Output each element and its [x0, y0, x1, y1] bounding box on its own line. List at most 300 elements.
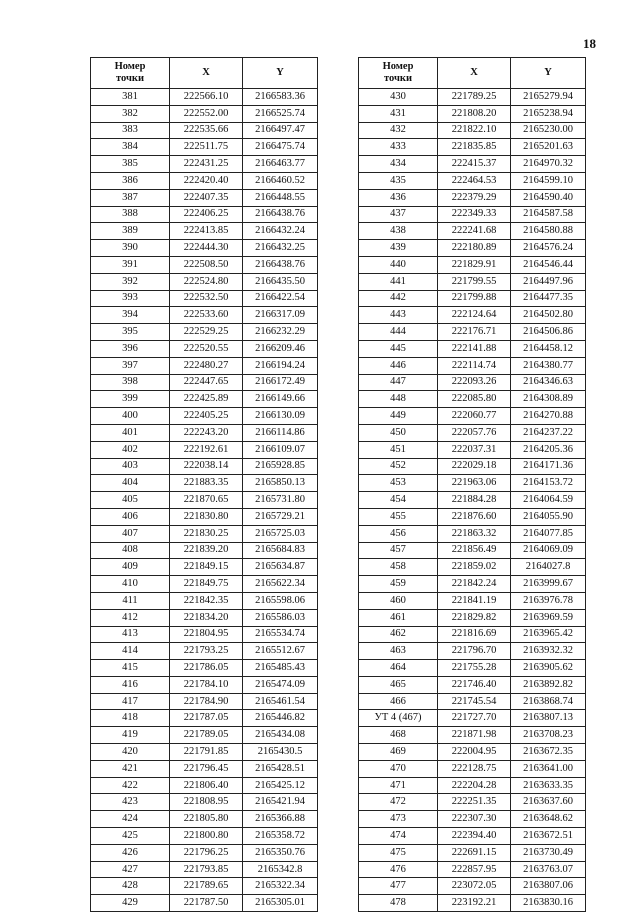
- cell-x: 221800.80: [170, 828, 243, 845]
- cell-x: 221805.80: [170, 811, 243, 828]
- cell-x: 221856.49: [438, 542, 511, 559]
- cell-x: 222420.40: [170, 172, 243, 189]
- cell-x: 221839.20: [170, 542, 243, 559]
- cell-y: 2164205.36: [511, 441, 586, 458]
- cell-point-number: 433: [359, 139, 438, 156]
- cell-y: 2163969.59: [511, 609, 586, 626]
- cell-x: 222552.00: [170, 105, 243, 122]
- table-row: [359, 240, 586, 257]
- cell-point-number: 396: [91, 340, 170, 357]
- cell-point-number: 427: [91, 861, 170, 878]
- table-row: [359, 626, 586, 643]
- cell-x: 221789.05: [170, 727, 243, 744]
- cell-x: 222180.89: [438, 240, 511, 257]
- cell-y: 2165434.08: [243, 727, 318, 744]
- cell-y: 2164502.80: [511, 307, 586, 324]
- cell-y: 2163672.35: [511, 744, 586, 761]
- header-point-line: точки: [383, 73, 413, 84]
- cell-point-number: 414: [91, 643, 170, 660]
- cell-x: 222425.89: [170, 391, 243, 408]
- cell-x: 222093.26: [438, 374, 511, 391]
- cell-x: 221870.65: [170, 492, 243, 509]
- page-number: 18: [583, 36, 596, 51]
- table-row: [91, 609, 318, 626]
- cell-x: 221863.32: [438, 525, 511, 542]
- cell-point-number: 432: [359, 122, 438, 139]
- cell-x: 221755.28: [438, 660, 511, 677]
- cell-y: 2164576.24: [511, 240, 586, 257]
- cell-point-number: 417: [91, 693, 170, 710]
- cell-y: 2165474.09: [243, 676, 318, 693]
- cell-point-number: 404: [91, 475, 170, 492]
- header-y: Y: [511, 58, 586, 89]
- cell-point-number: 395: [91, 324, 170, 341]
- cell-x: 221786.05: [170, 660, 243, 677]
- cell-x: 222192.61: [170, 441, 243, 458]
- cell-x: 222405.25: [170, 408, 243, 425]
- cell-y: 2166475.74: [243, 139, 318, 156]
- table-row: [91, 861, 318, 878]
- cell-point-number: 452: [359, 458, 438, 475]
- header-y: Y: [243, 58, 318, 89]
- cell-point-number: 449: [359, 408, 438, 425]
- cell-point-number: 436: [359, 189, 438, 206]
- table-row: [91, 391, 318, 408]
- cell-point-number: 405: [91, 492, 170, 509]
- table-row: [91, 290, 318, 307]
- cell-x: 221808.95: [170, 794, 243, 811]
- table-row: [91, 660, 318, 677]
- cell-y: 2165446.82: [243, 710, 318, 727]
- cell-y: 2165350.76: [243, 844, 318, 861]
- coordinates-table-left: [90, 57, 318, 912]
- cell-point-number: 400: [91, 408, 170, 425]
- table-row: [91, 643, 318, 660]
- cell-x: 222251.35: [438, 794, 511, 811]
- table-row: [359, 139, 586, 156]
- table-row: [91, 240, 318, 257]
- cell-y: 2165622.34: [243, 576, 318, 593]
- cell-y: 2166460.52: [243, 172, 318, 189]
- cell-point-number: 478: [359, 895, 438, 912]
- table-row: [359, 340, 586, 357]
- cell-point-number: 420: [91, 744, 170, 761]
- table-row: [359, 324, 586, 341]
- cell-y: 2163730.49: [511, 844, 586, 861]
- cell-x: 221876.60: [438, 508, 511, 525]
- cell-point-number: 468: [359, 727, 438, 744]
- cell-point-number: 382: [91, 105, 170, 122]
- table-row: [359, 777, 586, 794]
- cell-x: 222406.25: [170, 206, 243, 223]
- table-row: [91, 576, 318, 593]
- cell-x: 221884.28: [438, 492, 511, 509]
- cell-y: 2164237.22: [511, 424, 586, 441]
- cell-y: 2165201.63: [511, 139, 586, 156]
- cell-x: 221804.95: [170, 626, 243, 643]
- cell-point-number: 463: [359, 643, 438, 660]
- cell-x: 221787.05: [170, 710, 243, 727]
- cell-point-number: 384: [91, 139, 170, 156]
- cell-x: 222508.50: [170, 256, 243, 273]
- cell-x: 221849.75: [170, 576, 243, 593]
- table-header-row: [91, 58, 318, 89]
- table-row: [91, 693, 318, 710]
- cell-point-number: 451: [359, 441, 438, 458]
- cell-y: 2166109.07: [243, 441, 318, 458]
- table-row: [359, 811, 586, 828]
- table-row: [359, 760, 586, 777]
- cell-y: 2165586.03: [243, 609, 318, 626]
- table-row: [359, 206, 586, 223]
- cell-y: 2163892.82: [511, 676, 586, 693]
- cell-point-number: 385: [91, 156, 170, 173]
- table-row: [91, 710, 318, 727]
- table-row: [359, 374, 586, 391]
- cell-y: 2164055.90: [511, 508, 586, 525]
- cell-x: 221796.70: [438, 643, 511, 660]
- cell-point-number: 419: [91, 727, 170, 744]
- cell-y: 2164027.8: [511, 559, 586, 576]
- cell-point-number: 439: [359, 240, 438, 257]
- cell-point-number: 413: [91, 626, 170, 643]
- cell-x: 222004.95: [438, 744, 511, 761]
- table-row: [91, 525, 318, 542]
- cell-x: 221789.25: [438, 89, 511, 106]
- cell-x: 222243.20: [170, 424, 243, 441]
- cell-point-number: 460: [359, 592, 438, 609]
- cell-point-number: 387: [91, 189, 170, 206]
- cell-point-number: 390: [91, 240, 170, 257]
- cell-point-number: 474: [359, 828, 438, 845]
- cell-y: 2165230.00: [511, 122, 586, 139]
- cell-y: 2164580.88: [511, 223, 586, 240]
- table-row: [359, 156, 586, 173]
- cell-point-number: 415: [91, 660, 170, 677]
- cell-x: 222520.55: [170, 340, 243, 357]
- cell-point-number: 397: [91, 357, 170, 374]
- cell-point-number: 447: [359, 374, 438, 391]
- cell-point-number: 457: [359, 542, 438, 559]
- cell-y: 2163976.78: [511, 592, 586, 609]
- cell-y: 2164270.88: [511, 408, 586, 425]
- cell-y: 2163672.51: [511, 828, 586, 845]
- cell-x: 221816.69: [438, 626, 511, 643]
- cell-point-number: 408: [91, 542, 170, 559]
- table-row: [359, 475, 586, 492]
- cell-x: 223072.05: [438, 878, 511, 895]
- cell-y: 2165534.74: [243, 626, 318, 643]
- cell-point-number: 383: [91, 122, 170, 139]
- cell-y: 2165358.72: [243, 828, 318, 845]
- cell-y: 2163633.35: [511, 777, 586, 794]
- cell-y: 2164587.58: [511, 206, 586, 223]
- table-row: [359, 441, 586, 458]
- table-row: [359, 576, 586, 593]
- table-row: [359, 559, 586, 576]
- cell-y: 2164458.12: [511, 340, 586, 357]
- cell-x: 222176.71: [438, 324, 511, 341]
- cell-y: 2165485.43: [243, 660, 318, 677]
- cell-point-number: 471: [359, 777, 438, 794]
- table-row: [91, 189, 318, 206]
- cell-x: 221842.35: [170, 592, 243, 609]
- cell-x: 221883.35: [170, 475, 243, 492]
- cell-point-number: 454: [359, 492, 438, 509]
- cell-y: 2164153.72: [511, 475, 586, 492]
- cell-x: 221746.40: [438, 676, 511, 693]
- cell-point-number: 456: [359, 525, 438, 542]
- table-row: [91, 458, 318, 475]
- cell-point-number: УТ 4 (467): [359, 710, 438, 727]
- cell-x: 222379.29: [438, 189, 511, 206]
- cell-x: 222060.77: [438, 408, 511, 425]
- table-row: [91, 794, 318, 811]
- cell-point-number: 445: [359, 340, 438, 357]
- cell-x: 222535.66: [170, 122, 243, 139]
- table-row: [359, 609, 586, 626]
- cell-point-number: 434: [359, 156, 438, 173]
- cell-point-number: 394: [91, 307, 170, 324]
- cell-y: 2163637.60: [511, 794, 586, 811]
- cell-x: 221841.19: [438, 592, 511, 609]
- cell-point-number: 444: [359, 324, 438, 341]
- cell-x: 222413.85: [170, 223, 243, 240]
- cell-point-number: 469: [359, 744, 438, 761]
- cell-y: 2166232.29: [243, 324, 318, 341]
- cell-y: 2166194.24: [243, 357, 318, 374]
- cell-point-number: 403: [91, 458, 170, 475]
- cell-point-number: 392: [91, 273, 170, 290]
- header-x: X: [438, 58, 511, 89]
- table-row: [359, 391, 586, 408]
- cell-point-number: 389: [91, 223, 170, 240]
- table-row: [91, 324, 318, 341]
- cell-x: 221793.85: [170, 861, 243, 878]
- cell-point-number: 465: [359, 676, 438, 693]
- table-row: [359, 660, 586, 677]
- cell-y: 2166172.49: [243, 374, 318, 391]
- table-row: [91, 878, 318, 895]
- table-row: [91, 307, 318, 324]
- table-row: [91, 676, 318, 693]
- cell-point-number: 391: [91, 256, 170, 273]
- coordinates-table-right: [358, 57, 586, 912]
- cell-y: 2163807.06: [511, 878, 586, 895]
- table-row: [91, 895, 318, 912]
- cell-point-number: 402: [91, 441, 170, 458]
- table-row: [91, 744, 318, 761]
- cell-y: 2166435.50: [243, 273, 318, 290]
- cell-point-number: 441: [359, 273, 438, 290]
- cell-y: 2165428.51: [243, 760, 318, 777]
- cell-x: 221830.80: [170, 508, 243, 525]
- cell-y: 2165928.85: [243, 458, 318, 475]
- cell-point-number: 477: [359, 878, 438, 895]
- cell-y: 2165634.87: [243, 559, 318, 576]
- table-row: [359, 508, 586, 525]
- table-row: [359, 744, 586, 761]
- cell-y: 2163965.42: [511, 626, 586, 643]
- table-row: [359, 676, 586, 693]
- cell-point-number: 437: [359, 206, 438, 223]
- table-row: [359, 458, 586, 475]
- table-row: [91, 340, 318, 357]
- cell-point-number: 426: [91, 844, 170, 861]
- table-row: [91, 172, 318, 189]
- cell-x: 221727.70: [438, 710, 511, 727]
- cell-point-number: 381: [91, 89, 170, 106]
- table-row: [359, 122, 586, 139]
- cell-y: 2164970.32: [511, 156, 586, 173]
- cell-y: 2165850.13: [243, 475, 318, 492]
- table-row: [359, 492, 586, 509]
- table-row: [91, 424, 318, 441]
- header-point-line: точки: [115, 73, 145, 84]
- table-row: [359, 643, 586, 660]
- cell-y: 2163830.16: [511, 895, 586, 912]
- cell-x: 222533.60: [170, 307, 243, 324]
- cell-y: 2164497.96: [511, 273, 586, 290]
- cell-point-number: 416: [91, 676, 170, 693]
- cell-point-number: 406: [91, 508, 170, 525]
- table-row: [359, 525, 586, 542]
- table-row: [359, 408, 586, 425]
- cell-y: 2166209.46: [243, 340, 318, 357]
- cell-x: 221799.88: [438, 290, 511, 307]
- table-row: [91, 105, 318, 122]
- cell-point-number: 386: [91, 172, 170, 189]
- table-row: [359, 828, 586, 845]
- cell-y: 2163763.07: [511, 861, 586, 878]
- cell-y: 2165322.34: [243, 878, 318, 895]
- header-point-line: Номер: [114, 61, 146, 72]
- cell-y: 2165731.80: [243, 492, 318, 509]
- cell-y: 2164546.44: [511, 256, 586, 273]
- cell-y: 2164346.63: [511, 374, 586, 391]
- cell-x: 222524.80: [170, 273, 243, 290]
- cell-x: 221789.65: [170, 878, 243, 895]
- cell-x: 221835.85: [438, 139, 511, 156]
- cell-point-number: 462: [359, 626, 438, 643]
- header-x: X: [170, 58, 243, 89]
- header-point-number: [91, 58, 170, 89]
- cell-y: 2163932.32: [511, 643, 586, 660]
- cell-x: 221796.45: [170, 760, 243, 777]
- table-row: [91, 441, 318, 458]
- cell-point-number: 425: [91, 828, 170, 845]
- cell-y: 2165725.03: [243, 525, 318, 542]
- table-row: [91, 206, 318, 223]
- cell-point-number: 407: [91, 525, 170, 542]
- cell-point-number: 398: [91, 374, 170, 391]
- cell-y: 2166149.66: [243, 391, 318, 408]
- cell-x: 221791.85: [170, 744, 243, 761]
- header-point-number: [359, 58, 438, 89]
- cell-y: 2166114.86: [243, 424, 318, 441]
- table-row: [359, 794, 586, 811]
- cell-x: 222204.28: [438, 777, 511, 794]
- table-row: [91, 89, 318, 106]
- table-row: [91, 760, 318, 777]
- table-row: [91, 592, 318, 609]
- table-header-row: [359, 58, 586, 89]
- table-row: [91, 559, 318, 576]
- table-row: [91, 777, 318, 794]
- cell-y: 2165425.12: [243, 777, 318, 794]
- table-row: [91, 475, 318, 492]
- cell-point-number: 446: [359, 357, 438, 374]
- table-row: [359, 592, 586, 609]
- cell-y: 2166438.76: [243, 206, 318, 223]
- table-row: [359, 105, 586, 122]
- cell-point-number: 450: [359, 424, 438, 441]
- table-row: [91, 626, 318, 643]
- cell-y: 2166438.76: [243, 256, 318, 273]
- table-body-left: [91, 89, 318, 912]
- cell-x: 222057.76: [438, 424, 511, 441]
- cell-x: 222394.40: [438, 828, 511, 845]
- cell-y: 2163648.62: [511, 811, 586, 828]
- cell-x: 221787.50: [170, 895, 243, 912]
- cell-x: 222241.68: [438, 223, 511, 240]
- cell-x: 221793.25: [170, 643, 243, 660]
- cell-y: 2166422.54: [243, 290, 318, 307]
- table-row: [91, 508, 318, 525]
- cell-point-number: 464: [359, 660, 438, 677]
- table-row: [91, 156, 318, 173]
- cell-point-number: 470: [359, 760, 438, 777]
- cell-point-number: 399: [91, 391, 170, 408]
- cell-x: 222124.64: [438, 307, 511, 324]
- cell-point-number: 475: [359, 844, 438, 861]
- cell-x: 222038.14: [170, 458, 243, 475]
- table-row: [359, 223, 586, 240]
- cell-x: 222444.30: [170, 240, 243, 257]
- table-row: [359, 357, 586, 374]
- cell-y: 2164069.09: [511, 542, 586, 559]
- cell-point-number: 453: [359, 475, 438, 492]
- cell-x: 223192.21: [438, 895, 511, 912]
- table-row: [91, 122, 318, 139]
- cell-y: 2163905.62: [511, 660, 586, 677]
- cell-x: 221799.55: [438, 273, 511, 290]
- cell-x: 222085.80: [438, 391, 511, 408]
- cell-point-number: 466: [359, 693, 438, 710]
- table-body-right: [359, 89, 586, 912]
- cell-y: 2165430.5: [243, 744, 318, 761]
- cell-x: 221963.06: [438, 475, 511, 492]
- cell-y: 2164308.89: [511, 391, 586, 408]
- cell-point-number: 410: [91, 576, 170, 593]
- cell-point-number: 388: [91, 206, 170, 223]
- table-row: [359, 895, 586, 912]
- cell-y: 2166463.77: [243, 156, 318, 173]
- cell-point-number: 430: [359, 89, 438, 106]
- cell-y: 2163708.23: [511, 727, 586, 744]
- header-point-line: Номер: [382, 61, 414, 72]
- cell-x: 222349.33: [438, 206, 511, 223]
- cell-point-number: 421: [91, 760, 170, 777]
- cell-point-number: 431: [359, 105, 438, 122]
- table-row: [359, 878, 586, 895]
- cell-point-number: 476: [359, 861, 438, 878]
- table-row: [91, 357, 318, 374]
- cell-y: 2165279.94: [511, 89, 586, 106]
- table-row: [91, 492, 318, 509]
- table-row: [359, 256, 586, 273]
- cell-y: 2165512.67: [243, 643, 318, 660]
